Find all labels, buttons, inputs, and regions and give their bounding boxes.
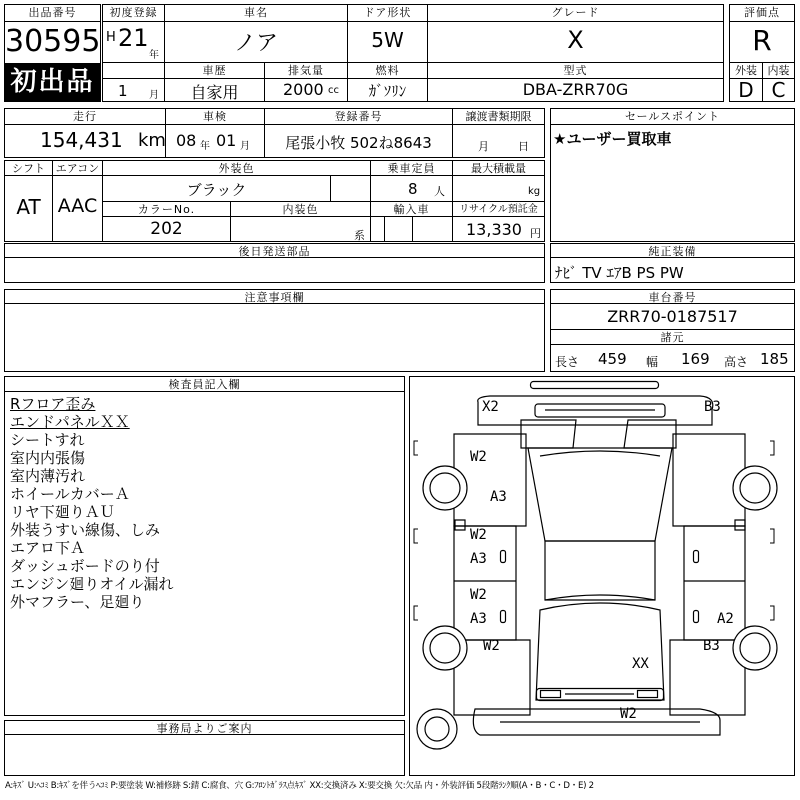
color-number: 202 bbox=[150, 219, 183, 239]
mark-front-door-w: W2 bbox=[470, 527, 487, 543]
inspector-note: 外装うすい線傷、しみ bbox=[10, 521, 161, 539]
history-label: 車歴 bbox=[202, 64, 227, 77]
exterior-color: ブラック bbox=[186, 181, 247, 199]
inspection-year-unit: 年 bbox=[200, 141, 210, 152]
lot-number-label: 出品番号 bbox=[28, 6, 77, 19]
recycle-unit: 円 bbox=[530, 227, 541, 240]
mark-roof-rear: XX bbox=[632, 656, 649, 672]
wheels bbox=[417, 466, 777, 749]
legend: A:ｷｽﾞ U:ﾍｺﾐ B:ｷｽﾞを伴うﾍｺﾐ P:要塗装 W:補修跡 S:錆 C:腐食、穴 G:ﾌﾛﾝﾄｶﾞﾗｽ点ｷｽﾞ XX:交換済み X:要交換 欠:欠品 内・外装評価 5段階ﾗﾝｸ順(A・B・C・D・E) 2 bbox=[5, 781, 594, 791]
ac-label: エアコン bbox=[55, 162, 100, 175]
lot-number: 30595 bbox=[5, 24, 100, 59]
mark-rear-door-w: W2 bbox=[470, 587, 487, 603]
mark-front-right: B3 bbox=[704, 399, 721, 415]
mark-hood-side: A3 bbox=[490, 489, 507, 505]
first-listing-badge: 初出品 bbox=[10, 67, 95, 97]
interior-color-unit: 系 bbox=[354, 229, 365, 242]
mark-front-door-a: A3 bbox=[470, 551, 487, 567]
equipment-label: 純正装備 bbox=[648, 245, 697, 258]
mark-rear-right: A2 bbox=[717, 611, 734, 627]
interior-grade: C bbox=[771, 78, 786, 102]
transfer-deadline-label: 譲渡書類期限 bbox=[465, 110, 532, 123]
chassis-label: 車台番号 bbox=[648, 291, 697, 304]
exterior-label: 外装 bbox=[735, 64, 757, 77]
inspector-note: ホイールカバーＡ bbox=[10, 485, 130, 503]
length: 459 bbox=[598, 350, 627, 368]
shift: AT bbox=[16, 195, 41, 219]
grade: X bbox=[567, 26, 584, 54]
equipment: ﾅﾋﾞ TV ｴｱB PS PW bbox=[555, 264, 684, 282]
max-load-label: 最大積載量 bbox=[471, 162, 526, 175]
displacement-unit: cc bbox=[328, 85, 339, 96]
score-label: 評価点 bbox=[744, 6, 780, 19]
office-notice-label: 事務局よりご案内 bbox=[156, 722, 253, 735]
transfer-month-unit: 月 bbox=[478, 140, 489, 153]
recycle-fee: 13,330 bbox=[466, 220, 522, 239]
inspector-note: シートすれ bbox=[10, 431, 85, 449]
width: 169 bbox=[681, 350, 710, 368]
inspector-note: エンジン廻りオイル漏れ bbox=[10, 575, 174, 593]
width-label: 幅 bbox=[646, 355, 659, 369]
inspector-note: 外マフラー、足廻り bbox=[10, 593, 145, 611]
interior-color-label: 内装色 bbox=[282, 203, 319, 216]
mark-rear-door-a: A3 bbox=[470, 611, 487, 627]
exterior-color-label: 外装色 bbox=[218, 162, 255, 175]
dimensions-label: 諸元 bbox=[660, 331, 685, 344]
score: R bbox=[752, 24, 772, 57]
inspection-month: 01 bbox=[216, 131, 237, 150]
capacity-unit: 人 bbox=[434, 185, 445, 198]
fuel: ｶﾞｿﾘﾝ bbox=[368, 82, 407, 100]
transfer-day-unit: 日 bbox=[518, 140, 529, 153]
sales-point: ★ユーザー買取車 bbox=[553, 130, 672, 148]
recycle-label: リサイクル預託金 bbox=[459, 204, 538, 215]
shift-label: シフト bbox=[12, 162, 45, 175]
inspector-note: ダッシュボードのり付 bbox=[10, 557, 160, 575]
capacity-label: 乗車定員 bbox=[387, 162, 436, 175]
mark-rear-bumper: W2 bbox=[620, 706, 637, 722]
max-load-unit: kg bbox=[528, 186, 541, 197]
history: 自家用 bbox=[190, 83, 239, 102]
inspection-month-unit: 月 bbox=[240, 141, 250, 152]
inspector-note: リヤ下廻りＡＵ bbox=[10, 503, 115, 521]
door-type: 5W bbox=[371, 28, 404, 52]
model-label: 型式 bbox=[563, 64, 588, 77]
mark-rear-quarter-right: B3 bbox=[703, 638, 720, 654]
model-code: DBA-ZRR70G bbox=[522, 80, 629, 99]
fuel-label: 燃料 bbox=[375, 64, 400, 77]
height: 185 bbox=[760, 350, 789, 368]
door-label: ドア形状 bbox=[363, 6, 412, 19]
car-name: ノア bbox=[233, 31, 278, 56]
inspector-notes-label: 検査員記入欄 bbox=[168, 378, 241, 391]
interior-label: 内装 bbox=[767, 64, 790, 77]
mark-front-left: X2 bbox=[482, 399, 499, 415]
length-label: 長さ bbox=[555, 355, 580, 369]
inspector-note: エンドパネルＸＸ bbox=[10, 413, 130, 431]
mileage-unit: km bbox=[138, 130, 166, 151]
mark-left-fender: W2 bbox=[470, 449, 487, 465]
inspector-note: 室内内張傷 bbox=[10, 449, 86, 467]
month-unit: 月 bbox=[149, 90, 159, 101]
chassis-number: ZRR70-0187517 bbox=[607, 307, 738, 326]
inspector-note: 室内薄汚れ bbox=[10, 467, 86, 485]
diagram-brackets bbox=[414, 441, 774, 620]
color-number-label: カラーNo. bbox=[137, 203, 196, 216]
year-unit: 年 bbox=[149, 50, 159, 61]
capacity: 8 bbox=[408, 180, 418, 198]
height-label: 高さ bbox=[724, 355, 749, 369]
inspection-label: 車検 bbox=[203, 110, 227, 123]
car-diagram bbox=[454, 382, 745, 736]
registration-month: 1 bbox=[118, 82, 128, 100]
inspector-note: Rフロア歪み bbox=[10, 395, 96, 413]
plate-label: 登録番号 bbox=[334, 110, 383, 123]
inspector-note: エアロ下Ａ bbox=[10, 539, 86, 557]
mark-rear-fender: W2 bbox=[483, 638, 500, 654]
plate-number: 尾張小牧 502ね8643 bbox=[285, 134, 432, 152]
mileage-label: 走行 bbox=[73, 110, 97, 123]
exterior-grade: D bbox=[738, 78, 754, 102]
first-registration-label: 初度登録 bbox=[109, 6, 158, 19]
notes-label: 注意事項欄 bbox=[244, 291, 305, 304]
grade-label: グレード bbox=[551, 6, 600, 19]
registration-year: 21 bbox=[118, 24, 149, 52]
displacement-label: 排気量 bbox=[288, 64, 324, 77]
displacement: 2000 bbox=[283, 80, 324, 99]
import-label: 輸入車 bbox=[393, 203, 430, 216]
air-conditioner: AAC bbox=[57, 195, 98, 217]
mileage: 154,431 bbox=[40, 128, 123, 152]
era: H bbox=[106, 30, 116, 45]
later-parts-label: 後日発送部品 bbox=[238, 245, 311, 258]
inspection-year: 08 bbox=[176, 131, 197, 150]
sales-point-label: セールスポイント bbox=[624, 110, 720, 123]
car-name-label: 車名 bbox=[244, 6, 268, 19]
